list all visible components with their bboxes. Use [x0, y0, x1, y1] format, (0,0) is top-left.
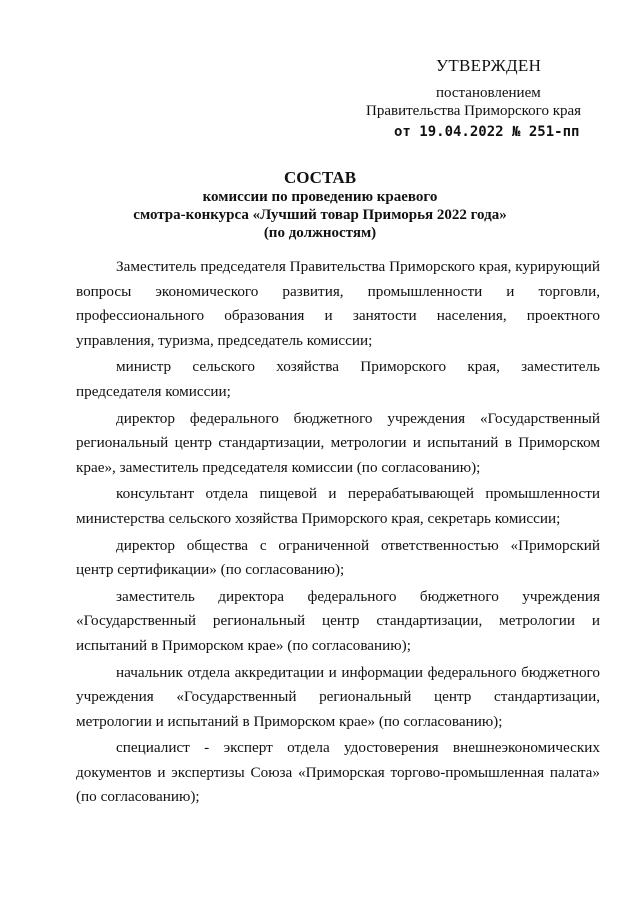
document-subtitle-line-1: комиссии по проведению краевого [202, 189, 438, 205]
member-item: начальник отдела аккредитации и информации федерального бюджетного учреждения «Государственный региональный центр стандартизации, метрологии и испытаний в Приморском крае» (по согласованию); [76, 663, 600, 730]
member-item: министр сельского хозяйства Приморского края, заместитель председателя комиссии; [76, 358, 600, 400]
member-item: Заместитель председателя Правительства Приморского края, курирующий вопросы экономического развития, промышленности и торговли, профессионального образования и занятости населения, проектного управления, туризма, председатель комиссии; [76, 258, 600, 349]
approval-resolution-label: постановлением [436, 85, 541, 101]
document-subtitle-line-3: (по должностям) [263, 225, 377, 241]
document-title: СОСТАВ [283, 168, 357, 187]
document-subtitle-line-2: смотра-конкурса «Лучший товар Приморья 2022 года» [133, 207, 507, 223]
member-item: консультант отдела пищевой и перерабатывающей промышленности министерства сельского хозяйства Приморского края, секретарь комиссии; [76, 485, 600, 527]
approval-authority: Правительства Приморского края [366, 103, 582, 119]
member-item: директор федерального бюджетного учреждения «Государственный региональный центр стандартизации, метрологии и испытаний в Приморском крае», заместитель председателя комиссии (по согласованию); [76, 409, 600, 476]
commission-members-list [76, 255, 600, 812]
approval-title: УТВЕРЖДЕН [436, 56, 542, 75]
approval-date-number: от 19.04.2022 № 251-пп [394, 124, 580, 140]
member-item: директор общества с ограниченной ответственностью «Приморский центр сертификации» (по согласованию); [76, 536, 600, 579]
member-item: специалист - эксперт отдела удостоверения внешнеэкономических документов и экспертизы Союза «Приморская торгово-промышленная палата» (по согласованию); [76, 739, 600, 806]
member-item: заместитель директора федерального бюджетного учреждения «Государственный региональный центр стандартизации, метрологии и испытаний в Приморском крае» (по согласованию); [76, 587, 600, 654]
